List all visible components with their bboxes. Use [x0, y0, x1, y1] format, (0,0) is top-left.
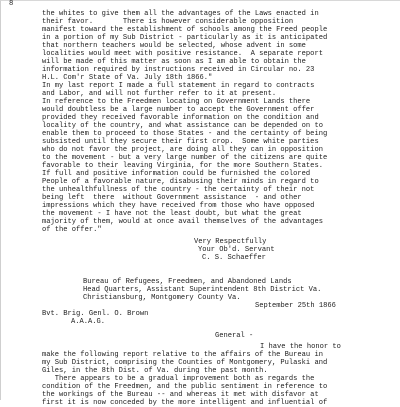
body-line: majority of them, would at once avail themselves of the advantages	[42, 218, 323, 226]
addressee-title: A.A.A.G.	[71, 318, 106, 326]
letter-line: the workings of the Bureau -- and whereas it met with disfavor at	[42, 391, 319, 399]
body-line: enable them to proceed to those States - and the certainty of being	[42, 130, 328, 138]
body-line: their favor. There is however considerable opposition	[42, 18, 294, 26]
body-line: locality of the country, and what assistance can be depended on to	[42, 122, 323, 130]
letter-line: I have the honor to	[260, 343, 341, 351]
body-line: In reference to the Freedmen locating on Government Lands there	[42, 98, 311, 106]
letterhead-line: Head Quarters, Assistant Superintendent 8th District Va.	[83, 286, 322, 294]
body-line: in a portion of my Sub District - particularly as it is anticipated	[42, 34, 328, 42]
signer-name: C. S. Schaeffer	[202, 254, 266, 262]
body-line: the whites to give them all the advantages of the Laws enacted in	[42, 10, 319, 18]
body-line: to the movement - but a very large number of the citizens are quite	[42, 154, 328, 162]
addressee-name: Bvt. Brig. Genl. O. Brown	[42, 310, 149, 318]
body-line: of the offer."	[42, 226, 102, 234]
letter-salutation: General -	[215, 332, 254, 340]
body-line: being left there without Government assistance - and other	[42, 194, 302, 202]
letter-date: September 25th 1866	[255, 302, 336, 310]
letter-line: first it is now conceded by the more intelligent and influential of	[42, 399, 328, 407]
body-line: who do not favor the project, are doing all they can in opposition	[42, 146, 323, 154]
letter-line: condition of the Freedmen, and the public sentiment in reference to	[42, 383, 328, 391]
body-line: manifest toward the establishment of schools among the Freed people	[42, 26, 328, 34]
closing-salutation: Very Respectfully	[194, 238, 267, 246]
letter-line: There appears to be a gradual improvement both as regards the	[42, 375, 315, 383]
body-line: If full and positive information could be furnished the colored	[42, 170, 311, 178]
letter-line: my Sub District, comprising the Counties of Montgomery, Pulaski and	[42, 359, 328, 367]
body-line: People of a favorable nature, disabusing their minds in regard to	[42, 178, 319, 186]
body-line: the unhealthfullness of the country - the certainty of their not	[42, 186, 315, 194]
body-line: impressions which they have received from those who have opposed	[42, 202, 315, 210]
body-line: and Labor, and will not further refer to it at present.	[42, 90, 277, 98]
body-line: subsisted until they secure their first crop. Some white parties	[42, 138, 319, 146]
letter-line: make the following report relative to the affairs of the Bureau in	[42, 351, 323, 359]
letter-line: Giles, in the 8th Dist. of Va. during the past month.	[42, 367, 268, 375]
body-line: provided they received favorable information on the condition and	[42, 114, 319, 122]
body-line: information required by instructions received in Circular no. 23	[42, 66, 315, 74]
letterhead-line: Bureau of Refugees, Freedmen, and Abandoned Lands	[83, 278, 292, 286]
body-line: H.L. Com'r State of Va. July 18th 1866."	[42, 74, 213, 82]
body-line: that northern teachers would be selected, whose advent in some	[42, 42, 306, 50]
body-line: would doubtless be a large number to accept the Government offer	[42, 106, 315, 114]
body-line: the movement - I have not the least doubt, but what the great	[42, 210, 302, 218]
body-line: will be made of this matter as soon as I am able to obtain the	[42, 58, 306, 66]
closing-phrase: Your Ob'd. Servant	[198, 246, 275, 254]
body-line: favorable to their leaving Virginia, for the more Southern States.	[42, 162, 323, 170]
page-number: 8	[9, 0, 14, 8]
letterhead-line: Christiansburg, Montgomery County Va.	[83, 294, 241, 302]
body-line: localities would meet with positive resistance. A separate report	[42, 50, 323, 58]
body-line: In my last report I made a full statement in regard to contracts	[42, 82, 315, 90]
